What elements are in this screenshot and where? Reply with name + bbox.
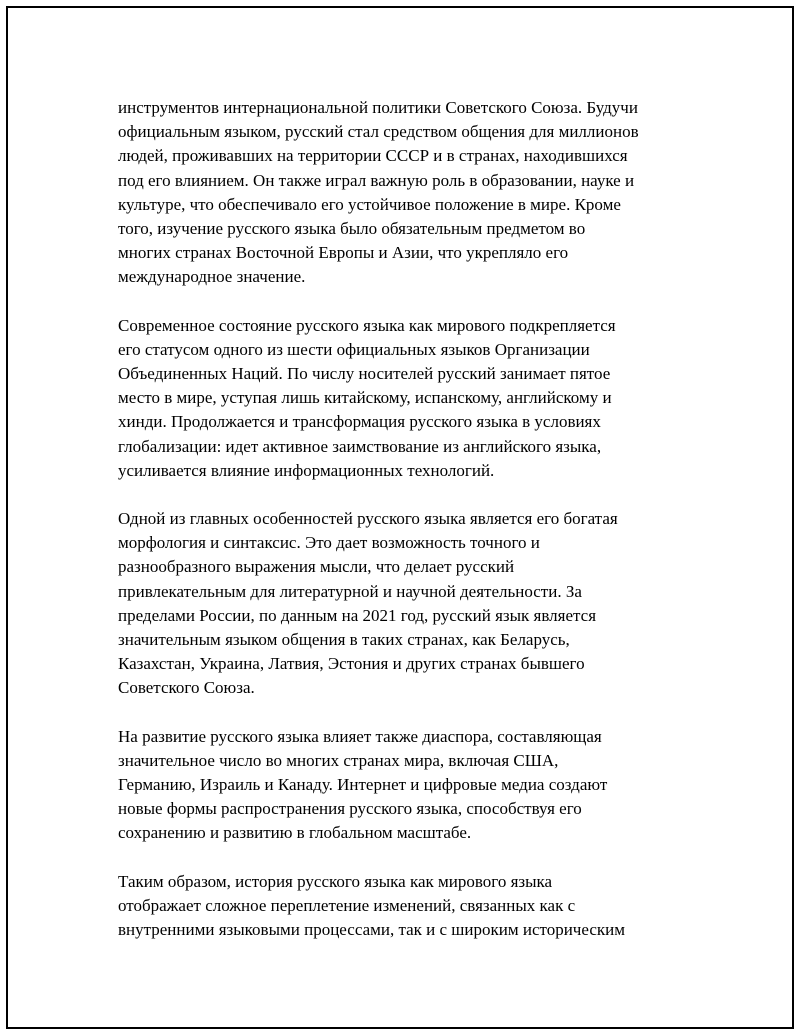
text-line: Таким образом, история русского языка как мирового языка: [118, 871, 553, 891]
text-line: того, изучение русского языка было обязательным предметом во: [118, 219, 586, 239]
text-line: хинди. Продолжается и трансформация русского языка в условиях: [118, 412, 601, 432]
paragraph-4: [118, 725, 688, 846]
text-line: внутренними языковыми процессами, так и с широким историческим: [118, 920, 625, 940]
text-line: пределами России, по данным на 2021 год, русский язык является: [118, 605, 597, 625]
text-line: сохранению и развитию в глобальном масштабе.: [118, 823, 472, 843]
text-line: морфология и синтаксис. Это дает возможность точного и: [118, 533, 540, 553]
text-line: значительным языком общения в таких странах, как Беларусь,: [118, 630, 570, 650]
document-body: [118, 96, 688, 966]
page-frame: [6, 6, 794, 1029]
text-line: Одной из главных особенностей русского языка является его богатая: [118, 509, 618, 529]
text-line: место в мире, уступая лишь китайскому, испанскому, английскому и: [118, 388, 612, 408]
text-line: международное значение.: [118, 267, 306, 287]
paragraph-2: [118, 314, 688, 483]
text-line: разнообразного выражения мысли, что делает русский: [118, 557, 515, 577]
text-line: отображает сложное переплетение изменений, связанных как с: [118, 895, 576, 915]
text-line: под его влиянием. Он также играл важную роль в образовании, науке и: [118, 170, 635, 190]
text-line: инструментов интернациональной политики Советского Союза. Будучи: [118, 98, 638, 117]
text-line: Современное состояние русского языка как мирового подкрепляется: [118, 315, 616, 335]
text-line: Объединенных Наций. По числу носителей русский занимает пятое: [118, 364, 611, 384]
text-line: официальным языком, русский стал средством общения для миллионов: [118, 122, 639, 142]
text-line: новые формы распространения русского языка, способствуя его: [118, 799, 582, 819]
text-line: усиливается влияние информационных технологий.: [118, 460, 495, 480]
text-line: глобализации: идет активное заимствование из английского языка,: [118, 436, 602, 456]
text-line: значительное число во многих странах мира, включая США,: [118, 750, 559, 770]
text-line: Казахстан, Украина, Латвия, Эстония и других странах бывшего: [118, 654, 585, 674]
text-line: людей, проживавших на территории СССР и в странах, находившихся: [118, 146, 628, 166]
paragraph-3: [118, 507, 688, 701]
text-line: Германию, Израиль и Канаду. Интернет и цифровые медиа создают: [118, 775, 608, 795]
text-line: привлекательным для литературной и научной деятельности. За: [118, 581, 582, 601]
text-line: многих странах Восточной Европы и Азии, что укрепляло его: [118, 243, 569, 263]
text-line: его статусом одного из шести официальных языков Организации: [118, 339, 590, 359]
paragraph-5: [118, 870, 688, 943]
text-line: культуре, что обеспечивало его устойчивое положение в мире. Кроме: [118, 194, 621, 214]
text-line: На развитие русского языка влияет также диаспора, составляющая: [118, 726, 602, 746]
paragraph-1: [118, 96, 688, 290]
text-line: Советского Союза.: [118, 678, 255, 698]
